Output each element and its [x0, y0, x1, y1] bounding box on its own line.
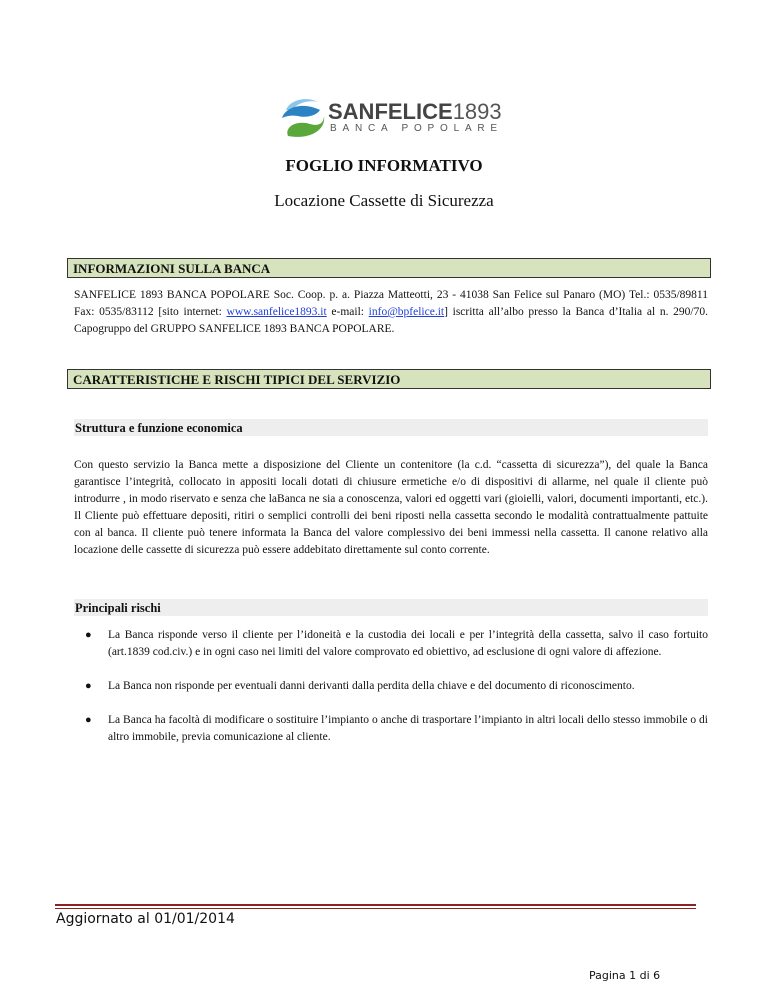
page-number: Pagina 1 di 6	[589, 969, 661, 982]
bullet-icon: ●	[85, 680, 92, 692]
logo-wordmark: SANFELICE1893	[328, 99, 502, 124]
logo-subtitle: BANCA POPOLARE	[330, 123, 503, 134]
footer-updated-date: Aggiornato al 01/01/2014	[56, 911, 235, 927]
risks-list	[74, 627, 708, 763]
subsection-title-structure: Struttura e funzione economica	[74, 419, 708, 436]
footer-rule-thick	[55, 904, 696, 906]
list-item: ● La Banca non risponde per eventuali danni derivanti dalla perdita della chiave e del documento di riconoscimento.	[74, 678, 708, 695]
website-link[interactable]: www.sanfelice1893.it	[226, 306, 327, 318]
structure-paragraph: Con questo servizio la Banca mette a disposizione del Cliente un contenitore (la c.d. “cassetta di sicurezza”), del quale la Banca garantisce l’integrità, collocato in appositi locali dotati di chiusure ermetiche e/o di dispositivi di allarme, nel quale il cliente può introdurre , in modo riservato e senza che laBanca ne sia a conoscenza, valori ed oggetti vari (gioielli, valori, documenti importanti, etc.). Il Cliente può effettuare depositi, ritiri o semplici controlli dei beni riposti nella cassetta secondo le modalità contrattualmente pattuite con al banca. Il cliente può tenere informata la Banca del valore complessivo dei beni immessi nella cassetta. Il canone relativo alla locazione delle cassette di sicurezza può essere addebitato direttamente sul conto corrente.	[74, 459, 708, 556]
email-link[interactable]: info@bpfelice.it	[368, 306, 445, 318]
bullet-icon: ●	[85, 714, 92, 726]
logo-swirl-icon	[280, 96, 326, 138]
bank-info-paragraph: SANFELICE 1893 BANCA POPOLARE Soc. Coop. p. a. Piazza Matteotti, 23 - 41038 San Felice sul Panaro (MO) Tel.: 0535/89811 Fax: 0535/83112 [sito internet: www.sanfelice1893.it e-mail: info@bpfelice.it] iscritta all’albo presso la Banca d’Italia al n. 290/70. Capogruppo del GRUPPO SANFELICE 1893 BANCA POPOLARE.	[74, 289, 708, 335]
section-heading-service: CARATTERISTICHE E RISCHI TIPICI DEL SERVIZIO	[67, 369, 711, 389]
bank-logo	[280, 96, 503, 140]
list-item: ● La Banca risponde verso il cliente per l’idoneità e la custodia dei locali e per l’integrità della cassetta, salvo il caso fortuito (art.1839 cod.civ.) e in ogni caso nei limiti del valore comprovato ed obiettivo, ad esclusione di ogni valore di affezione.	[85, 629, 708, 658]
footer-rule-thin	[55, 908, 696, 909]
bullet-icon: ●	[85, 629, 92, 641]
document-subtitle: Locazione Cassette di Sicurezza	[274, 191, 494, 210]
list-item: ● La Banca ha facoltà di modificare o sostituire l’impianto o anche di trasportare l’impianto in altri locali dello stesso immobile o di altro immobile, previa comunicazione al cliente.	[85, 714, 708, 743]
document-title: FOGLIO INFORMATIVO	[285, 156, 483, 175]
section-heading-bank-info: INFORMAZIONI SULLA BANCA	[67, 258, 711, 278]
subsection-title-risks: Principali rischi	[74, 599, 708, 616]
